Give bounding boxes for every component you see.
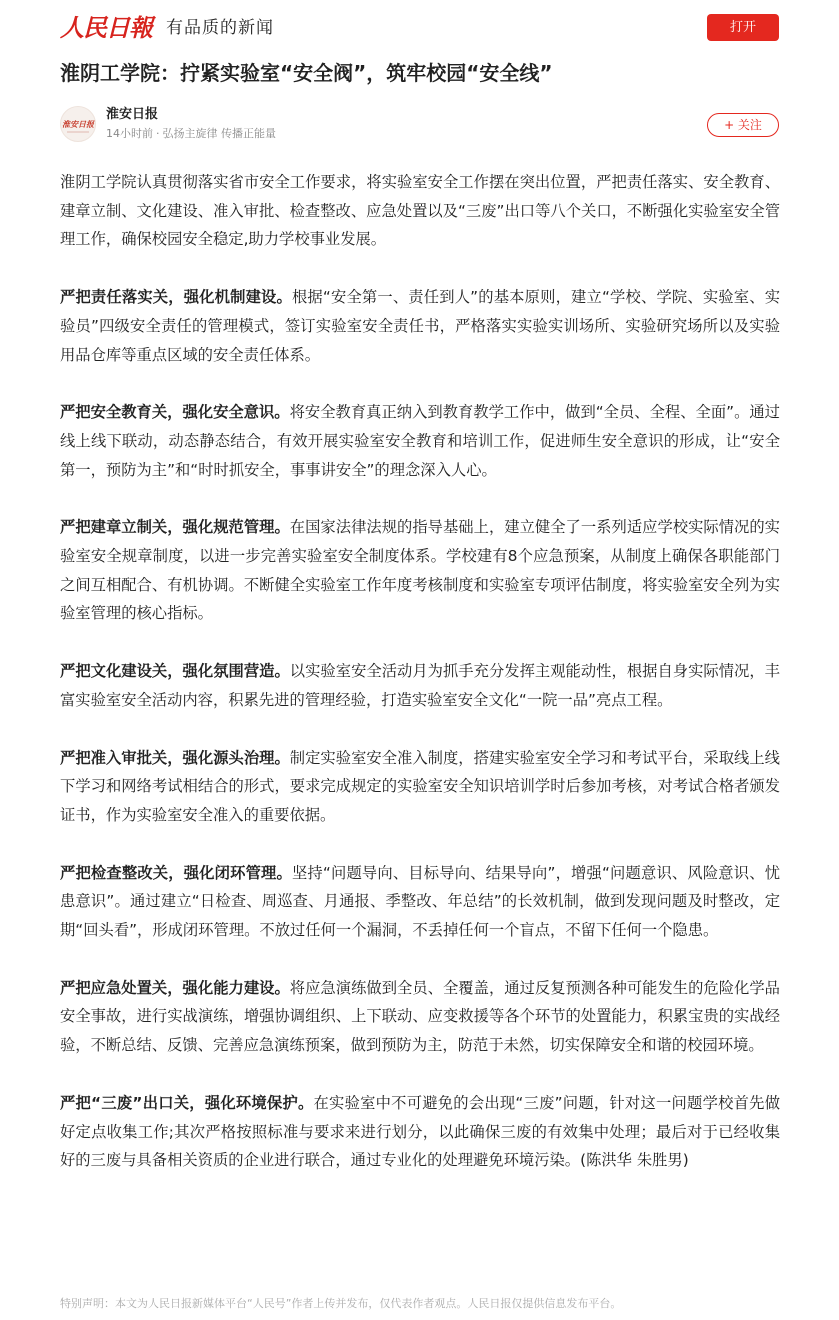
article-section: [60, 859, 780, 945]
section-lead: 严把安全教育关，强化安全意识。: [60, 403, 290, 422]
top-bar: [0, 0, 839, 56]
section-text: 根据“安全第一、责任到人”的基本原则，建立“学校、学院、实验室、实验员”四级安全责任的管理模式，签订实验室安全责任书，严格落实实验实训场所、实验研究场所以及实验用品仓库等重点区域的安全责任体系。: [60, 288, 780, 364]
section-text: 以实验室安全活动月为抓手充分发挥主观能动性，根据自身实际情况，丰富实验室安全活动内容，积累先进的管理经验，打造实验室安全文化“一院一品”亮点工程。: [60, 662, 780, 709]
section-text: 将应急演练做到全员、全覆盖，通过反复预测各种可能发生的危险化学品安全事故，进行实战演练，增强协调组织、上下联动、应变救援等各个环节的处置能力，积累宝贵的实战经验，不断总结、反馈、完善应急演练预案，做到预防为主，防范于未然，切实保障安全和谐的校园环境。: [60, 978, 780, 1055]
open-app-button[interactable]: 打开: [707, 14, 779, 41]
article-title: 淮阴工学院：拧紧实验室“安全阀”，筑牢校园“安全线”: [60, 61, 553, 85]
publish-time: 14小时前: [106, 127, 153, 140]
article-section: [60, 974, 780, 1060]
author-tagline: 弘扬主旋律 传播正能量: [162, 127, 276, 140]
article-body: [60, 168, 780, 1204]
avatar-logo-text: 淮安日报: [62, 119, 94, 129]
disclaimer: 特别声明：本文为人民日报新媒体平台“人民号”作者上传并发布，仅代表作者观点。人民日报仅提供信息发布平台。: [60, 1297, 622, 1310]
article-section: [60, 513, 780, 628]
section-lead: 严把检查整改关，强化闭环管理。: [60, 863, 292, 882]
section-lead: 严把文化建设关，强化氛围营造。: [60, 662, 290, 681]
section-lead: 严把应急处置关，强化能力建设。: [60, 978, 290, 997]
people-daily-logo[interactable]: [60, 12, 274, 44]
article-section: [60, 398, 780, 484]
avatar-image: [61, 107, 95, 141]
logo-mark: 人民日報: [60, 13, 152, 42]
article-section: [60, 1089, 780, 1175]
meta-separator: ·: [156, 127, 160, 140]
section-lead: 严把建章立制关，强化规范管理。: [60, 518, 290, 537]
author-bar: [60, 106, 780, 146]
section-lead: 严把责任落实关，强化机制建设。: [60, 288, 292, 307]
author-avatar[interactable]: [60, 106, 96, 142]
article-section: [60, 657, 780, 714]
author-name[interactable]: 淮安日报: [106, 107, 159, 122]
logo-slogan: 有品质的新闻: [166, 18, 274, 38]
section-text: 制定实验室安全准入制度，搭建实验室安全学习和考试平台，采取线上线下学习和网络考试相结合的形式，要求完成规定的实验室安全知识培训学时后参加考核，对考试合格者颁发证书，作为实验室安全准入的重要依据。: [60, 748, 780, 824]
section-text: 在实验室中不可避免的会出现“三废”问题，针对这一问题学校首先做好定点收集工作;其次严格按照标准与要求来进行划分，以此确保三废的有效集中处理；最后对于已经收集好的三废与具备相关资质的企业进行联合，通过专业化的处理避免环境污染。(陈洪华 朱胜男): [60, 1093, 780, 1170]
follow-button[interactable]: + 关注: [707, 113, 779, 137]
section-lead: 严把准入审批关，强化源头治理。: [60, 748, 290, 767]
section-text: 将安全教育真正纳入到教育教学工作中，做到“全员、全程、全面”。通过线上线下联动，动态静态结合，有效开展实验室安全教育和培训工作，促进师生安全意识的形成，让“安全第一，预防为主”和“时时抓安全，事事讲安全”的理念深入人心。: [60, 403, 780, 479]
article-section: [60, 744, 780, 830]
section-text: 坚持“问题导向、目标导向、结果导向”，增强“问题意识、风险意识、忧患意识”。通过建立“日检查、周巡查、月通报、季整改、年总结”的长效机制，做到发现问题及时整改，定期“回头看”，形成闭环管理。不放过任何一个漏洞，不丢掉任何一个盲点，不留下任何一个隐患。: [60, 863, 780, 940]
article-intro: 淮阴工学院认真贯彻落实省市安全工作要求，将实验室安全工作摆在突出位置，严把责任落实、安全教育、建章立制、文化建设、准入审批、检查整改、应急处置以及“三废”出口等八个关口，不断强化实验室安全管理工作，确保校园安全稳定,助力学校事业发展。: [60, 173, 780, 249]
author-meta: [106, 126, 276, 142]
section-text: 在国家法律法规的指导基础上，建立健全了一系列适应学校实际情况的实验室安全规章制度，以进一步完善实验室安全制度体系。学校建有8个应急预案，从制度上确保各职能部门之间互相配合、有机协调。不断健全实验室工作年度考核制度和实验室专项评估制度，将实验室安全列为实验室管理的核心指标。: [60, 518, 780, 623]
article-section: [60, 283, 780, 369]
section-lead: 严把“三废”出口关，强化环境保护。: [60, 1093, 314, 1112]
